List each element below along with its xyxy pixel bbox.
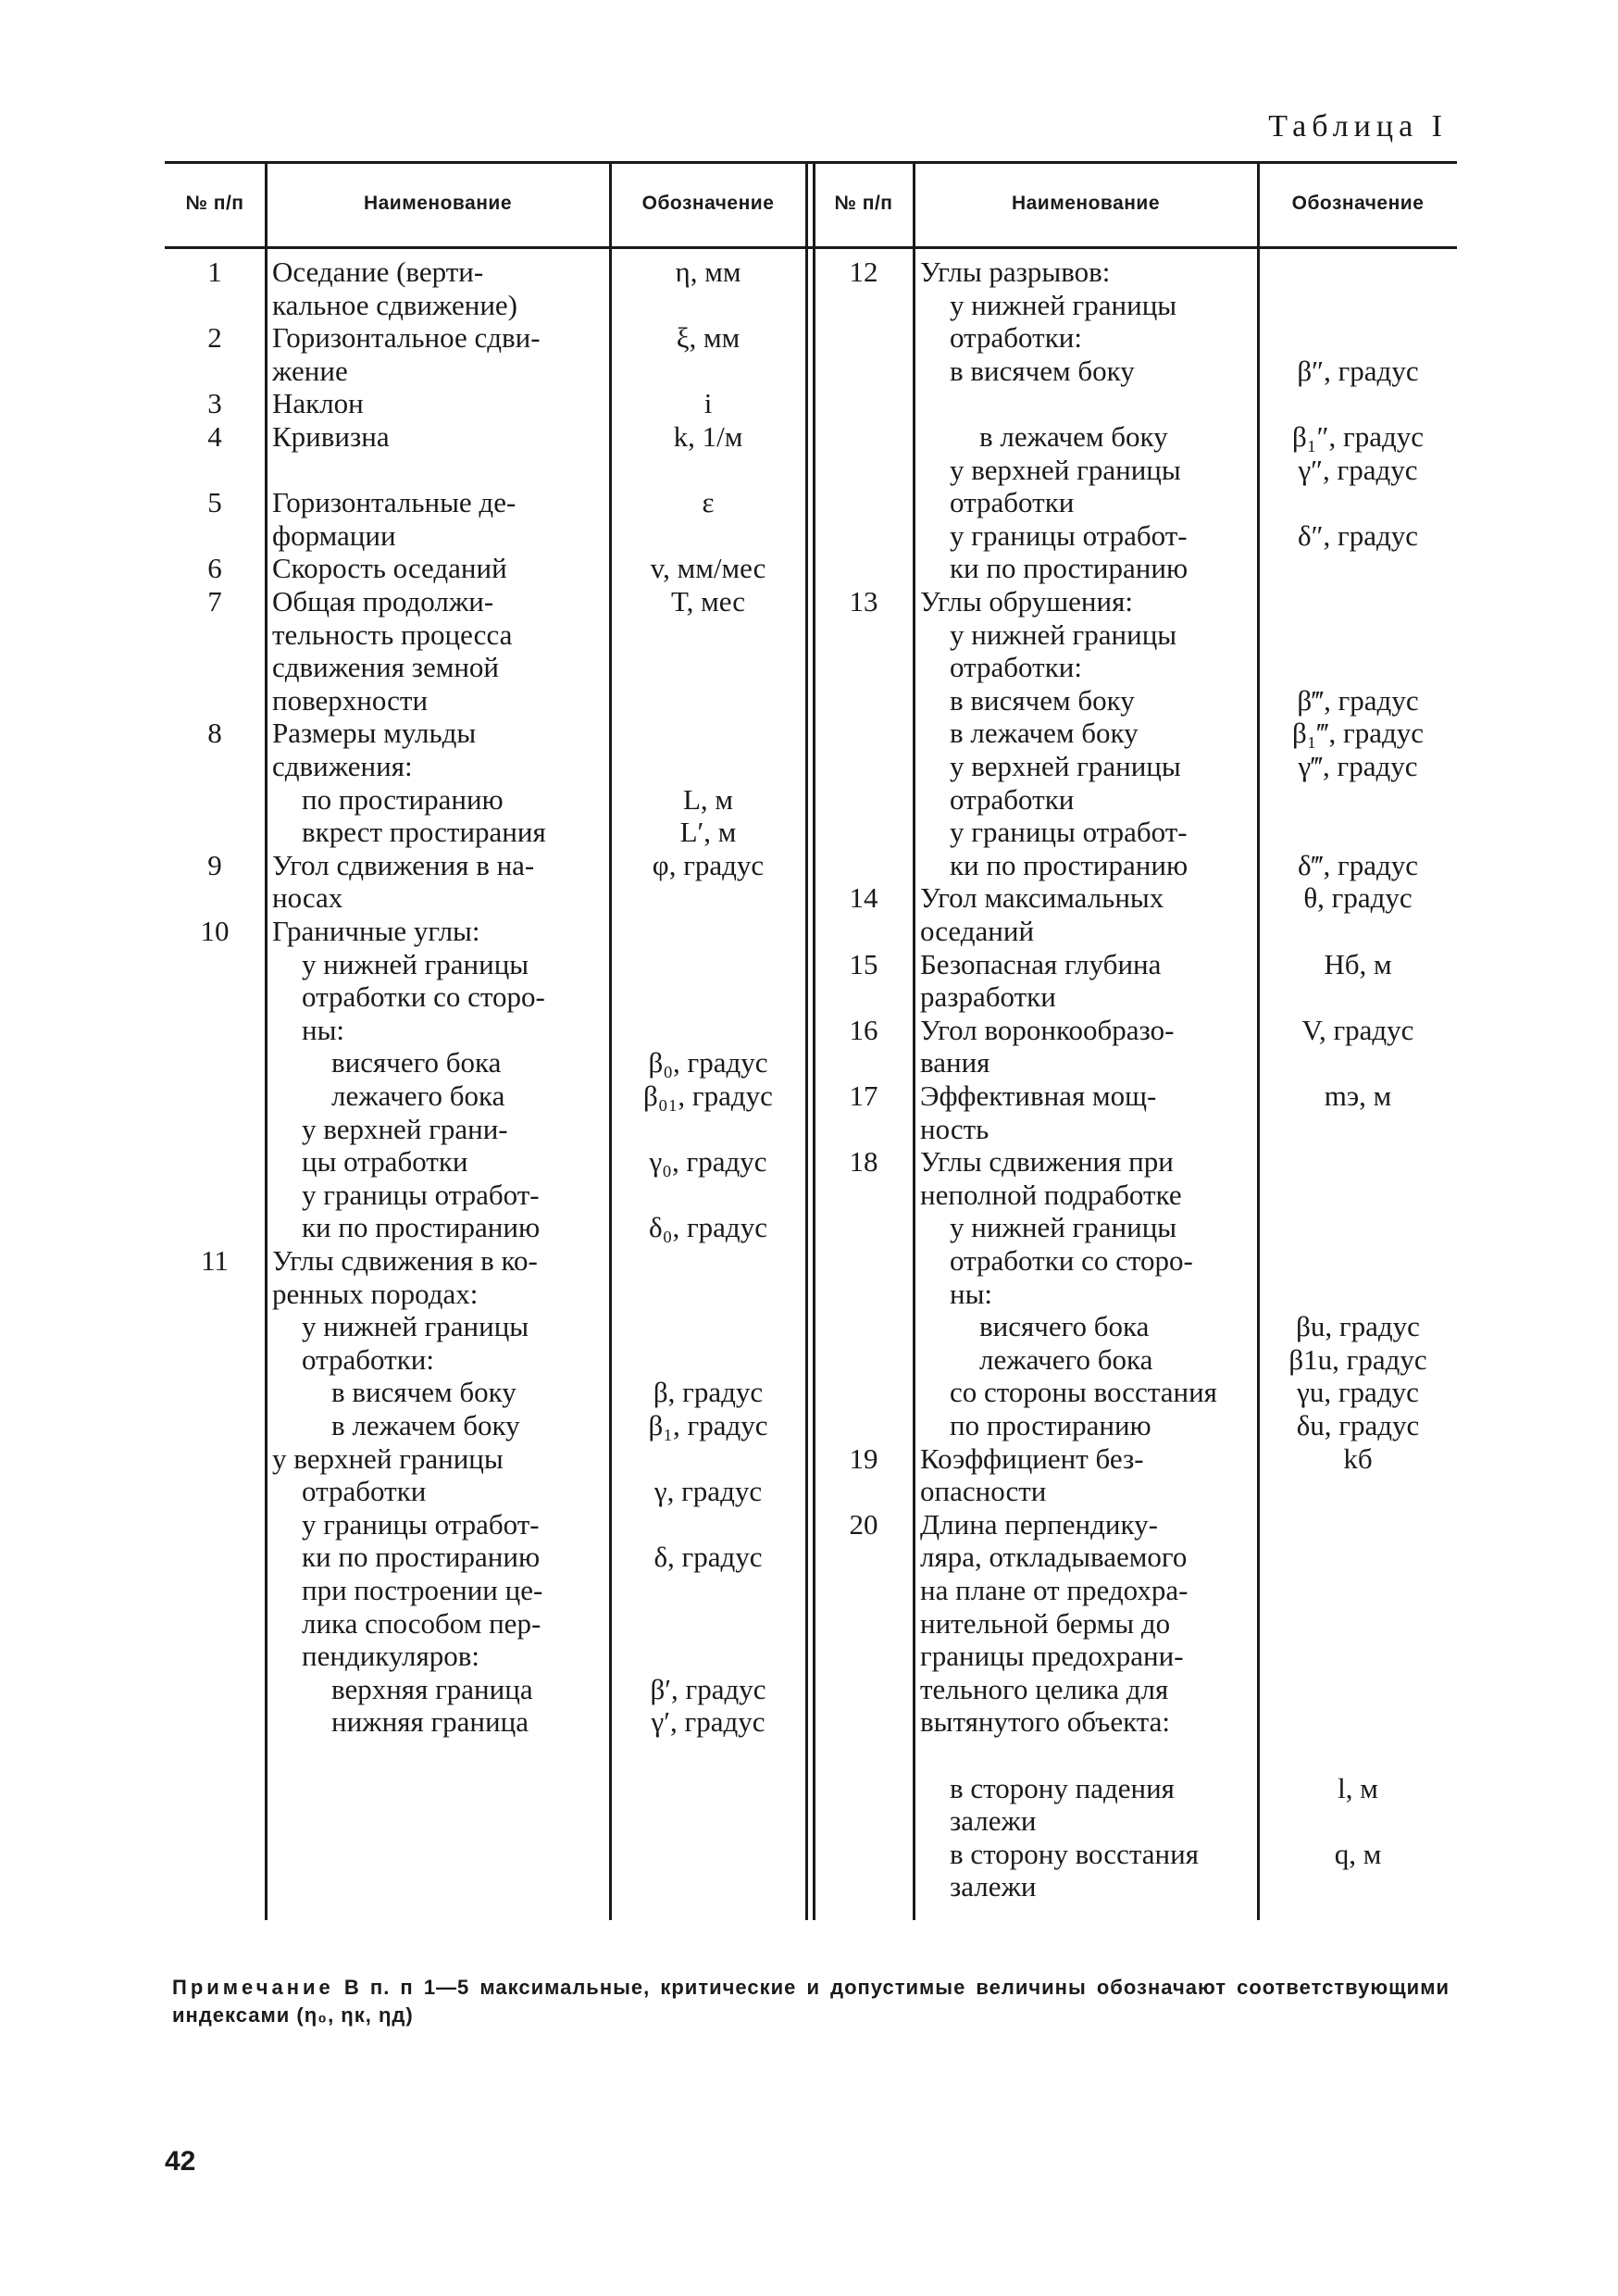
row-symbol: δu, градус	[1296, 1409, 1420, 1441]
row-name: Граничные углы:	[272, 915, 480, 947]
row-name: со стороны восстания	[950, 1376, 1217, 1409]
row-name: Горизонтальные де-	[272, 486, 517, 519]
row-name: ки по простиранию	[950, 848, 1189, 881]
row-name: у нижней границы	[302, 947, 529, 980]
row-name: вытянутого объекта:	[920, 1705, 1171, 1739]
row-number: 14	[849, 881, 878, 915]
row-name: носах	[272, 881, 343, 915]
row-name: поверхности	[272, 683, 429, 717]
row-number: 20	[849, 1507, 878, 1541]
row-symbol: β′, градус	[650, 1672, 766, 1705]
row-symbol: γ′, градус	[651, 1705, 765, 1739]
row-name: у верхней границы	[272, 1441, 504, 1475]
row-symbol: γ, градус	[653, 1475, 763, 1508]
row-name: сдвижения земной	[272, 651, 500, 684]
row-name: отработки	[302, 1475, 427, 1508]
row-name: Кривизна	[272, 420, 390, 453]
row-number: 8	[207, 717, 222, 750]
header-symbol-left: Обозначение	[641, 192, 775, 214]
row-name: опасности	[920, 1475, 1047, 1508]
row-name: ны:	[302, 1013, 345, 1046]
row-name: Эффективная мощ-	[920, 1079, 1157, 1112]
row-name: Безопасная глубина	[920, 947, 1162, 980]
row-name: Скорость оседаний	[272, 552, 507, 585]
row-name: у границы отработ-	[950, 518, 1188, 552]
row-name: у верхней границы	[950, 750, 1181, 782]
row-number: 2	[207, 321, 222, 355]
row-name: у границы отработ-	[950, 816, 1188, 849]
row-symbol: T, мес	[670, 585, 746, 618]
row-name: ны:	[950, 1277, 993, 1310]
row-name: лежачего бока	[979, 1342, 1153, 1376]
row-name: нижняя граница	[331, 1705, 529, 1739]
row-name: по простиранию	[302, 782, 504, 816]
row-symbol: γ″, градус	[1298, 453, 1418, 486]
row-name: у верхней границы	[950, 453, 1181, 486]
header-bottom-rule	[165, 246, 1457, 249]
row-symbol: v, мм/мес	[650, 552, 766, 585]
row-name: у нижней границы	[302, 1310, 529, 1343]
row-symbol: β, градус	[653, 1376, 764, 1409]
row-name: висячего бока	[979, 1310, 1150, 1343]
header-num-left: № п/п	[185, 192, 244, 214]
row-name: у верхней грани-	[302, 1112, 508, 1145]
col-divider	[265, 161, 268, 1920]
row-name: у нижней границы	[950, 618, 1177, 651]
row-symbol: Hб, м	[1324, 947, 1392, 980]
row-name: Угол максимальных	[920, 881, 1164, 915]
row-number: 1	[207, 256, 222, 288]
row-name: отработки со сторо-	[950, 1244, 1193, 1277]
row-symbol: βu, градус	[1296, 1310, 1420, 1343]
row-symbol: δ₀, градус	[649, 1211, 767, 1244]
row-name: отработки	[950, 486, 1075, 519]
row-name: оседаний	[920, 915, 1035, 947]
row-symbol: β₁″, градус	[1292, 420, 1424, 453]
row-symbol: γu, градус	[1297, 1376, 1419, 1409]
row-symbol: β₀, градус	[648, 1046, 768, 1079]
row-symbol: kб	[1343, 1441, 1373, 1475]
header-num-right: № п/п	[834, 192, 893, 214]
row-symbol: q, м	[1334, 1837, 1382, 1870]
row-name: ки по простиранию	[302, 1211, 541, 1244]
row-name: отработки со сторо-	[302, 980, 545, 1014]
row-name: на плане от предохра-	[920, 1574, 1189, 1606]
row-number: 16	[849, 1013, 878, 1046]
row-name: Размеры мульды	[272, 717, 477, 750]
row-name: границы предохрани-	[920, 1640, 1184, 1673]
row-name: в лежачем боку	[979, 420, 1168, 453]
row-name: сдвижения:	[272, 750, 413, 782]
header-name-left: Наименование	[363, 192, 513, 214]
row-name: цы отработки	[302, 1145, 468, 1179]
row-number: 19	[849, 1441, 878, 1475]
footnote-lead: Примечание	[172, 1976, 334, 1999]
row-number: 9	[207, 848, 222, 881]
row-name: лежачего бока	[331, 1079, 505, 1112]
row-number: 4	[207, 420, 222, 453]
row-name: Длина перпендику-	[920, 1507, 1158, 1541]
row-name: при построении це-	[302, 1574, 543, 1606]
table-caption: Таблица I	[1268, 109, 1448, 144]
row-number: 17	[849, 1079, 878, 1112]
row-number: 13	[849, 585, 878, 618]
row-name: ки по простиранию	[302, 1541, 541, 1574]
row-name: Горизонтальное сдви-	[272, 321, 541, 355]
row-name: в сторону падения	[950, 1771, 1175, 1804]
row-name: Наклон	[272, 387, 364, 420]
row-name: вкрест простирания	[302, 816, 546, 849]
row-name: пендикуляров:	[302, 1640, 480, 1673]
row-name: ляра, откладываемого	[920, 1541, 1188, 1574]
row-name: у границы отработ-	[302, 1178, 540, 1211]
row-symbol: β₀₁, градус	[643, 1079, 773, 1112]
row-name: в висячем боку	[331, 1376, 517, 1409]
row-symbol: mэ, м	[1324, 1079, 1392, 1112]
row-name: залежи	[950, 1804, 1037, 1838]
row-name: Угол сдвижения в на-	[272, 848, 535, 881]
row-symbol: β1u, градус	[1288, 1342, 1427, 1376]
row-symbol: β₁‴, градус	[1292, 717, 1424, 750]
row-name: в лежачем боку	[950, 717, 1139, 750]
row-name: разработки	[920, 980, 1056, 1014]
header-symbol-right: Обозначение	[1291, 192, 1425, 214]
row-symbol: i	[703, 387, 713, 420]
footnote-text: В п. п 1—5 максимальные, критические и допустимые величины обозначают соответствующими индексами (η₀, ηк, ηд)	[172, 1976, 1450, 2027]
row-number: 6	[207, 552, 222, 585]
row-name: у нижней границы	[950, 288, 1177, 321]
row-name: ность	[920, 1112, 989, 1145]
page-number: 42	[165, 2146, 196, 2177]
row-name: Углы сдвижения при	[920, 1145, 1174, 1179]
row-symbol: φ, градус	[652, 848, 765, 881]
row-name: отработки:	[302, 1342, 434, 1376]
row-symbol: L′, м	[679, 816, 737, 849]
row-symbol: γ‴, градус	[1298, 750, 1418, 782]
row-name: нительной бермы до	[920, 1606, 1171, 1640]
row-name: вания	[920, 1046, 990, 1079]
row-number: 12	[849, 256, 878, 288]
row-name: Коэффициент без-	[920, 1441, 1144, 1475]
data-table	[165, 161, 1457, 1920]
row-symbol: β₁, градус	[648, 1409, 768, 1441]
row-name: ки по простиранию	[950, 552, 1189, 585]
row-symbol: γ₀, градус	[649, 1145, 767, 1179]
row-name: у границы отработ-	[302, 1507, 540, 1541]
row-name: Углы разрывов:	[920, 256, 1111, 288]
col-divider	[913, 161, 915, 1920]
row-name: тельного целика для	[920, 1672, 1169, 1705]
row-symbol: ε	[702, 486, 715, 519]
row-number: 18	[849, 1145, 878, 1179]
row-name: Общая продолжи-	[272, 585, 494, 618]
row-name: жение	[272, 354, 348, 387]
row-symbol: θ, градус	[1303, 881, 1413, 915]
row-symbol: δ, градус	[653, 1541, 763, 1574]
row-name: по простиранию	[950, 1409, 1151, 1441]
row-name: отработки:	[950, 321, 1082, 355]
row-name: лика способом пер-	[302, 1606, 541, 1640]
row-name: в висячем боку	[950, 354, 1135, 387]
center-double-rule	[805, 161, 808, 1920]
row-name: неполной подработке	[920, 1178, 1182, 1211]
row-symbol: η, мм	[675, 256, 741, 288]
row-symbol: L, м	[682, 782, 734, 816]
row-symbol: β″, градус	[1297, 354, 1419, 387]
row-name: отработки	[950, 782, 1075, 816]
row-name: в сторону восстания	[950, 1837, 1199, 1870]
row-symbol: k, 1/м	[673, 420, 743, 453]
row-number: 7	[207, 585, 222, 618]
row-symbol: δ″, градус	[1297, 518, 1419, 552]
row-name: Оседание (верти-	[272, 256, 484, 288]
row-number: 5	[207, 486, 222, 519]
row-symbol: β‴, градус	[1297, 683, 1419, 717]
row-name: ренных породах:	[272, 1277, 479, 1310]
row-number: 10	[200, 915, 230, 947]
row-symbol: V, градус	[1301, 1013, 1414, 1046]
row-name: кальное сдвижение)	[272, 288, 517, 321]
header-name-right: Наименование	[1011, 192, 1161, 214]
row-name: Угол воронкообразо-	[920, 1013, 1175, 1046]
row-symbol: l, м	[1338, 1771, 1378, 1804]
row-name: у нижней границы	[950, 1211, 1177, 1244]
row-name: залежи	[950, 1870, 1037, 1903]
row-name: в висячем боку	[950, 683, 1135, 717]
row-symbol: δ‴, градус	[1297, 848, 1419, 881]
row-name: Углы обрушения:	[920, 585, 1133, 618]
row-name: верхняя граница	[331, 1672, 533, 1705]
row-name: тельность процесса	[272, 618, 513, 651]
row-symbol: ξ, мм	[676, 321, 741, 355]
row-name: Углы сдвижения в ко-	[272, 1244, 538, 1277]
row-name: в лежачем боку	[331, 1409, 520, 1441]
row-name: отработки:	[950, 651, 1082, 684]
row-number: 11	[201, 1244, 229, 1277]
row-name: висячего бока	[331, 1046, 502, 1079]
row-number: 3	[207, 387, 222, 420]
row-name: формации	[272, 518, 396, 552]
row-number: 15	[849, 947, 878, 980]
footnote	[172, 1974, 1450, 2029]
